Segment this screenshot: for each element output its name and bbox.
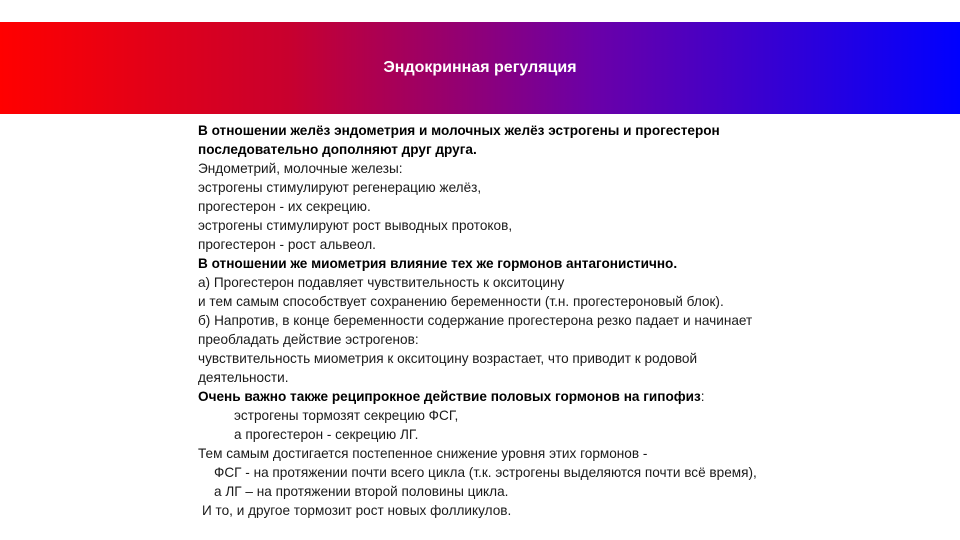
text-line: и тем самым способствует сохранению беременности (т.н. прогестероновый блок). [198, 294, 724, 309]
slide-body [198, 121, 898, 520]
text-line-bold: последовательно дополняют друг друга. [198, 142, 477, 157]
text-line: прогестерон - рост альвеол. [198, 237, 376, 252]
text-line: чувствительность миометрия к окситоцину возрастает, что приводит к родовой [198, 351, 698, 366]
title-banner [0, 22, 960, 114]
text-line-mixed [198, 387, 898, 406]
text-line: ФСГ - на протяжении почти всего цикла (т.к. эстрогены выделяются почти всё время), [214, 465, 757, 480]
text-line: деятельности. [198, 370, 289, 385]
text-line: а ЛГ – на протяжении второй половины цикла. [214, 484, 509, 499]
text-line: эстрогены тормозят секрецию ФСГ, [234, 408, 459, 423]
text-line-bold: В отношении желёз эндометрия и молочных желёз эстрогены и прогестерон [198, 123, 720, 138]
text-line-bold: В отношении же миометрия влияние тех же гормонов антагонистично. [198, 256, 678, 271]
text-line: эстрогены стимулируют регенерацию желёз, [198, 180, 482, 195]
text-line: Эндометрий, молочные железы: [198, 161, 403, 176]
text-line: Тем самым достигается постепенное снижение уровня этих гормонов - [198, 446, 648, 461]
text-line-bold: Очень важно также реципрокное действие половых гормонов на гипофиз [198, 389, 701, 404]
text-line: эстрогены стимулируют рост выводных протоков, [198, 218, 513, 233]
text-line: б) Напротив, в конце беременности содержание прогестерона резко падает и начинает [198, 313, 753, 328]
text-line: И то, и другое тормозит рост новых фолликулов. [202, 503, 512, 518]
text-line: прогестерон - их секрецию. [198, 199, 371, 214]
text-colon: : [700, 389, 705, 404]
slide-title: Эндокринная регуляция [383, 59, 577, 76]
text-line: преобладать действие эстрогенов: [198, 332, 419, 347]
text-line: а прогестерон - секрецию ЛГ. [234, 427, 419, 442]
text-line: а) Прогестерон подавляет чувствительность к окситоцину [198, 275, 565, 290]
